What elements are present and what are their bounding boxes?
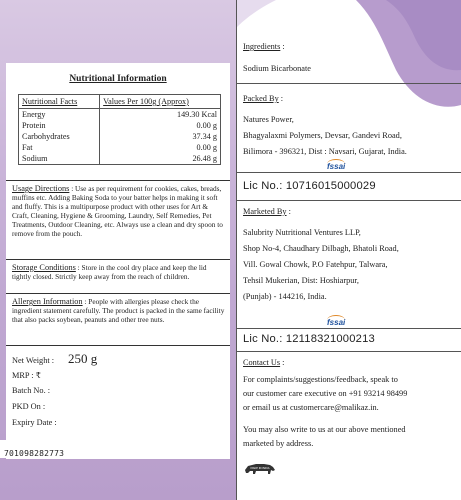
table-row	[19, 109, 221, 121]
expiry-line: Expiry Date :	[12, 418, 57, 427]
usage-text: : Use as per requirement for cookies, cakes, breads, muffins etc. Adding Baking Soda to your batter helps in making it soft and fluffy. This is a multipurpose product with other uses for Art & Craft, Cleaning, Hygiene & Grooming, Laundry, Self Remedies, Pet Treatments, Outdoor Cleaning, etc. Always use a clean and dry spoon to remove from the pouch.	[12, 184, 223, 239]
nutrition-col-facts: Nutritional Facts	[19, 95, 100, 109]
net-weight-value: 250 g	[68, 351, 98, 366]
barcode-strip	[0, 440, 224, 458]
nutrition-title: Nutritional Information	[69, 74, 167, 84]
nutrient-value: 26.48 g	[100, 153, 221, 165]
ingredients-value: Sodium Bicarbonate	[243, 64, 311, 73]
packed-by-divider	[237, 172, 461, 173]
contact-heading: Contact Us	[243, 358, 281, 367]
table-row	[19, 131, 221, 142]
pkd-line: PKD On :	[12, 402, 46, 411]
ingredients-divider	[237, 83, 461, 84]
marketed-by-colon: :	[286, 207, 291, 216]
marketed-by-license: Lic No.: 12118321000213	[243, 333, 375, 345]
contact-colon: :	[280, 358, 285, 367]
ingredients-heading: Ingredients	[243, 42, 281, 51]
license-divider-2	[237, 351, 461, 352]
marketed-by-heading: Marketed By	[243, 207, 287, 216]
address-line: Bhagyalaxmi Polymers, Devsar, Gandevi Road,	[243, 131, 402, 140]
nutrient-value: 37.34 g	[100, 131, 221, 142]
storage-heading: Storage Conditions	[12, 263, 76, 272]
make-in-india-text: MAKE IN INDIA	[250, 467, 270, 470]
fssai-logo: fssai	[327, 162, 346, 171]
address-line: Vill. Gowal Chowk, P.O Fatehpur, Talwara,	[243, 260, 388, 269]
storage-section	[6, 259, 230, 260]
nutrient-value: 0.00 g	[100, 142, 221, 153]
address-line: Tehsil Mukerian, Dist: Hoshiarpur,	[243, 276, 359, 285]
nutrient-name: Energy	[19, 109, 100, 121]
address-line: (Punjab) - 144216, India.	[243, 292, 327, 301]
mrp-line: MRP : ₹	[12, 371, 41, 380]
contact-line: our customer care executive on +91 93214 98499	[243, 389, 408, 398]
address-line: Salubrity Nutritional Ventures LLP,	[243, 228, 361, 237]
ingredients-heading-line	[243, 41, 455, 54]
allergen-section	[6, 293, 230, 294]
nutrient-value: 149.30 Kcal	[100, 109, 221, 121]
nutrient-name: Protein	[19, 120, 100, 131]
barcode-number: 701098282773	[4, 449, 65, 458]
nutrient-name: Fat	[19, 142, 100, 153]
allergen-heading: Allergen Information	[12, 297, 83, 306]
contact-details	[243, 373, 455, 415]
table-row	[19, 153, 221, 165]
batch-line: Batch No. :	[12, 386, 51, 395]
table-row	[19, 120, 221, 131]
fssai-logo: fssai	[327, 318, 346, 327]
table-row	[19, 142, 221, 153]
nutrient-value: 0.00 g	[100, 120, 221, 131]
address-line: Natures Power,	[243, 115, 294, 124]
left-info-panel	[6, 63, 230, 459]
contact-note	[243, 423, 455, 451]
marketed-by-address	[243, 225, 455, 305]
nutrient-name: Carbohydrates	[19, 131, 100, 142]
contact-heading-line	[243, 357, 455, 370]
net-weight	[12, 351, 97, 367]
address-line: Shop No-4, Chaudhary Dilbagh, Bhatoli Road,	[243, 244, 399, 253]
storage-text: : Store in the cool dry place and keep the lid tightly closed. Strictly keep away from the reach of children.	[12, 263, 207, 282]
nutrient-name: Sodium	[19, 153, 100, 165]
storage-conditions	[12, 263, 225, 281]
license-divider	[237, 200, 461, 201]
packed-by-address	[243, 112, 455, 160]
vertical-divider	[236, 0, 237, 500]
ingredients-colon: :	[280, 42, 285, 51]
packed-by-colon: :	[278, 94, 284, 103]
allergen-text: : People with allergies please check the ingredient statement carefully. The product is packed in the same facility that also packs soybean, peanuts and other tree nuts.	[12, 297, 225, 325]
address-line: Bilimora - 396321, Dist : Navsari, Gujarat, India.	[243, 147, 407, 156]
net-weight-label: Net Weight :	[12, 356, 55, 365]
nutrition-header-row	[19, 95, 221, 109]
usage-heading: Usage Directions	[12, 184, 70, 193]
packed-by-heading-line	[243, 93, 455, 106]
usage-section	[6, 180, 230, 181]
allergen-information	[12, 297, 225, 324]
marketed-by-divider	[237, 328, 461, 329]
nutrition-table	[18, 94, 221, 165]
packed-by-heading: Packed By	[243, 94, 279, 103]
contact-line: For complaints/suggestions/feedback, speak to	[243, 375, 398, 384]
make-in-india-lion-icon	[244, 461, 276, 475]
note-line: marketed by address.	[243, 439, 314, 448]
usage-directions	[12, 184, 225, 239]
packaging-section	[6, 345, 230, 346]
note-line: You may also write to us at our above mentioned	[243, 425, 406, 434]
contact-line: or email us at customercare@malikaz.in.	[243, 403, 379, 412]
marketed-by-heading-line	[243, 206, 455, 219]
packed-by-license: Lic No.: 10716015000029	[243, 180, 376, 192]
nutrition-col-values: Values Per 100g (Approx)	[100, 95, 221, 109]
